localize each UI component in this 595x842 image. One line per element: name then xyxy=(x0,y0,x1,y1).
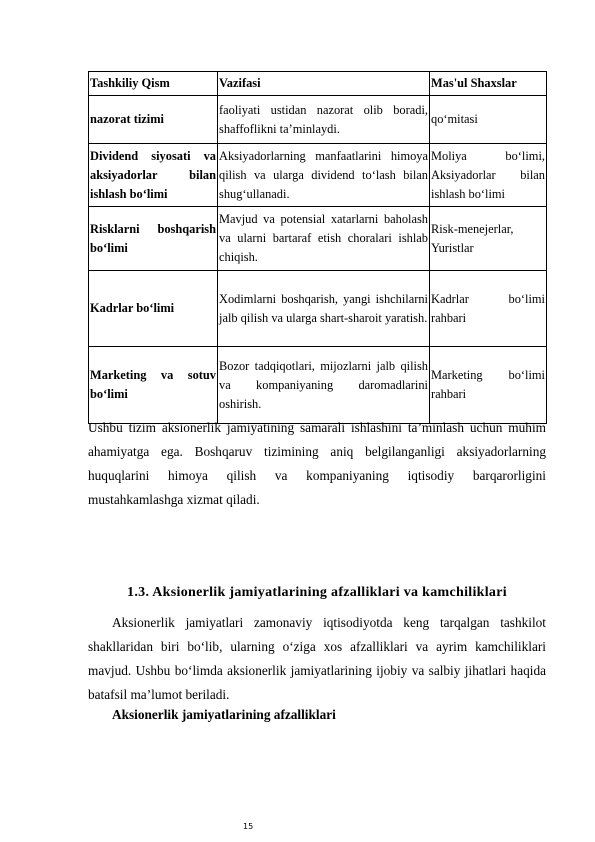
section-heading: 1.3. Aksionerlik jamiyatlarining afzalliklari va kamchiliklari xyxy=(127,585,507,600)
row-responsible: Moliya bo‘limi, Aksiyadorlar bilan ishlash bo‘limi xyxy=(430,144,547,207)
table-row xyxy=(89,347,547,424)
row-task: Mavjud va potensial xatarlarni baholash va ularni bartaraf etish choralari ishlab chiqish. xyxy=(218,207,430,271)
row-task: Xodimlarni boshqarish, yangi ishchilarni jalb qilish va ularga shart-sharoit yaratish. xyxy=(218,271,430,347)
header-part: Tashkiliy Qism xyxy=(89,72,218,96)
table-row xyxy=(89,271,547,347)
row-task: Aksiyadorlarning manfaatlarini himoya qilish va ularga dividend to‘lash bilan shug‘ullanadi. xyxy=(218,144,430,207)
row-responsible: Marketing bo‘limi rahbari xyxy=(430,347,547,424)
table-row xyxy=(89,96,547,144)
table-header-row xyxy=(89,72,547,96)
row-responsible: Kadrlar bo‘limi rahbari xyxy=(430,271,547,347)
page-number: 15 xyxy=(243,822,254,831)
header-responsible: Mas'ul Shaxslar xyxy=(430,72,547,96)
body-paragraph: Ushbu tizim aksionerlik jamiyatining samarali ishlashini ta’minlash uchun muhim ahamiyatga ega. Boshqaruv tizimining aniq belgilanganligi aksiyadorlarning huquqlarini himoya qilish va kompaniyaning iqtisodiy barqarorligini mustahkamlashga xizmat qiladi. xyxy=(88,420,546,507)
row-part: Marketing va sotuv bo‘limi xyxy=(89,347,218,424)
row-part: Kadrlar bo‘limi xyxy=(89,271,218,347)
row-responsible: qo‘mitasi xyxy=(430,96,547,144)
responsibility-table xyxy=(88,71,547,424)
row-task: Bozor tadqiqotlari, mijozlarni jalb qilish va kompaniyaning daromadlarini oshirish. xyxy=(218,347,430,424)
table-row xyxy=(89,144,547,207)
header-task: Vazifasi xyxy=(218,72,430,96)
row-part: nazorat tizimi xyxy=(89,96,218,144)
row-part: Risklarni boshqarish bo‘limi xyxy=(89,207,218,271)
row-part: Dividend siyosati va aksiyadorlar bilan ishlash bo‘limi xyxy=(89,144,218,207)
table-row xyxy=(89,207,547,271)
row-task: faoliyati ustidan nazorat olib boradi, shaffoflikni ta’minlaydi. xyxy=(218,96,430,144)
body-paragraph: Aksionerlik jamiyatlari zamonaviy iqtisodiyotda keng tarqalgan tashkilot shakllaridan biri bo‘lib, ularning o‘ziga xos afzalliklari va ayrim kamchiliklari mavjud. Ushbu bo‘limda aksionerlik jamiyatlarining ijobiy va salbiy jihatlari haqida batafsil ma’lumot beriladi. xyxy=(88,615,546,702)
row-responsible: Risk-menejerlar, Yuristlar xyxy=(430,207,547,271)
subsection-heading: Aksionerlik jamiyatlarining afzalliklari xyxy=(112,707,336,722)
